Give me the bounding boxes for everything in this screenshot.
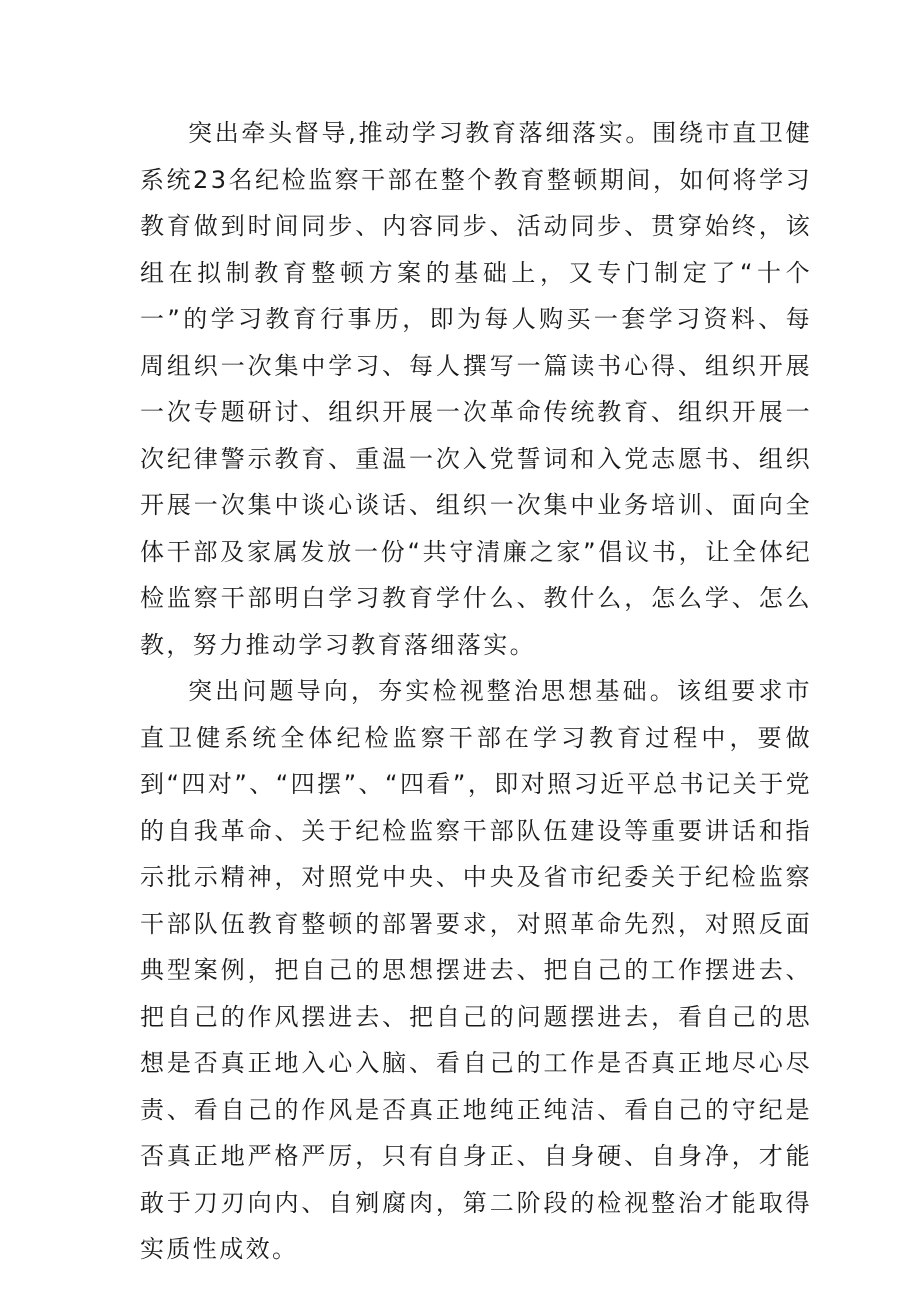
document-page: [140, 110, 812, 1273]
paragraph-lead-supervision: 突出牵头督导,推动学习教育落细落实。围绕市直卫健系统23名纪检监察干部在整个教育整顿期间，如何将学习教育做到时间同步、内容同步、活动同步、贯穿始终，该组在拟制教育整顿方案的基础上，又专门制定了“十个一”的学习教育行事历，即为每人购买一套学习资料、每周组织一次集中学习、每人撰写一篇读书心得、组织开展一次专题研讨、组织开展一次革命传统教育、组织开展一次纪律警示教育、重温一次入党誓词和入党志愿书、组织开展一次集中谈心谈话、组织一次集中业务培训、面向全体干部及家属发放一份“共守清廉之家”倡议书，让全体纪检监察干部明白学习教育学什么、教什么，怎么学、怎么教，努力推动学习教育落细落实。: [140, 119, 812, 659]
paragraph-problem-oriented: 突出问题导向，夯实检视整治思想基础。该组要求市直卫健系统全体纪检监察干部在学习教育过程中，要做到“四对”、“四摆”、“四看”，即对照习近平总书记关于党的自我革命、关于纪检监察干部队伍建设等重要讲话和指示批示精神，对照党中央、中央及省市纪委关于纪检监察干部队伍教育整顿的部署要求，对照革命先烈，对照反面典型案例，把自己的思想摆进去、把自己的工作摆进去、把自己的作风摆进去、把自己的问题摆进去，看自己的思想是否真正地入心入脑、看自己的工作是否真正地尽心尽责、看自己的作风是否真正地纯正纯洁、看自己的守纪是否真正地严格严厉，只有自身正、自身硬、自身净，才能敢于刀刃向内、自剜腐肉，第二阶段的检视整治才能取得实质性成效。: [140, 677, 812, 1263]
